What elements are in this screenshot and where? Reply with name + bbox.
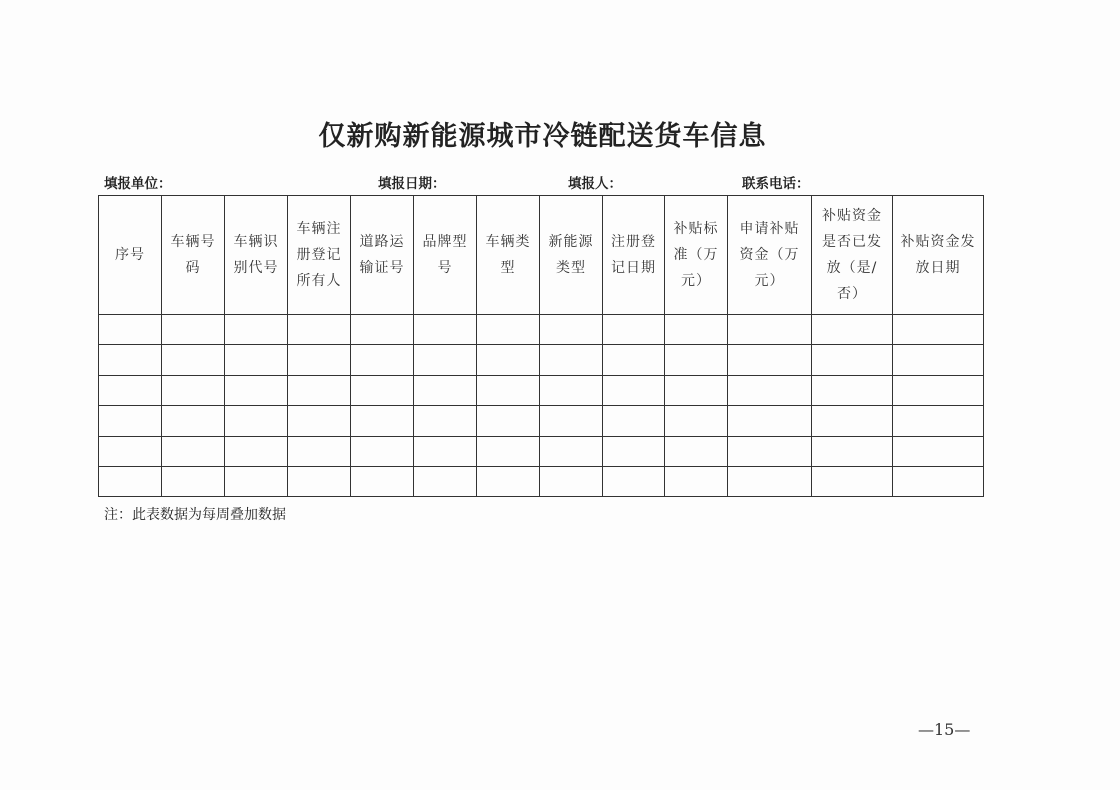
table-cell: [540, 466, 603, 496]
fill-reporter-label: 填报人：: [568, 176, 622, 192]
table-cell: [540, 406, 603, 436]
table-cell: [99, 406, 162, 436]
table-cell: [351, 375, 414, 405]
table-cell: [414, 466, 477, 496]
column-header-label: 车辆识别代号: [233, 234, 279, 276]
table-cell: [351, 315, 414, 345]
table-cell: [99, 375, 162, 405]
column-header-label: 注册登记日期: [611, 234, 656, 276]
table-note: 注：此表数据为每周叠加数据: [104, 507, 286, 523]
column-header: [225, 196, 288, 315]
table-cell: [728, 436, 812, 466]
table-row: [99, 315, 984, 345]
table-cell: [812, 315, 893, 345]
table-cell: [728, 345, 812, 375]
table-cell: [728, 315, 812, 345]
table-cell: [225, 466, 288, 496]
table-cell: [99, 466, 162, 496]
table-cell: [728, 406, 812, 436]
table-cell: [351, 345, 414, 375]
table-cell: [477, 345, 540, 375]
table-cell: [812, 466, 893, 496]
table-cell: [477, 375, 540, 405]
column-header: [728, 196, 812, 315]
table-cell: [665, 436, 728, 466]
column-header-label: 车辆类型: [485, 234, 531, 276]
column-header: [477, 196, 540, 315]
fill-fields-row: [104, 172, 1004, 192]
table-cell: [477, 315, 540, 345]
table-cell: [162, 406, 225, 436]
table-cell: [540, 436, 603, 466]
column-header-label: 序号: [115, 247, 145, 263]
table-row: [99, 436, 984, 466]
column-header-label: 品牌型号: [422, 234, 468, 276]
table-cell: [603, 315, 665, 345]
column-header: [351, 196, 414, 315]
table-header-row: [99, 196, 984, 315]
table-cell: [288, 375, 351, 405]
table-cell: [477, 436, 540, 466]
column-header-label: 补贴标准（万元）: [673, 221, 719, 289]
column-header-label: 新能源类型: [548, 234, 594, 276]
table-cell: [477, 466, 540, 496]
table-cell: [162, 315, 225, 345]
table-cell: [162, 466, 225, 496]
column-header: [540, 196, 603, 315]
table-cell: [603, 345, 665, 375]
column-header-label: 补贴资金发放日期: [900, 234, 976, 276]
page-number: —15—: [918, 720, 971, 739]
column-header: [162, 196, 225, 315]
table-cell: [540, 375, 603, 405]
table-body: [99, 315, 984, 497]
table-row: [99, 375, 984, 405]
table-cell: [162, 345, 225, 375]
table-cell: [893, 375, 984, 405]
table-cell: [893, 315, 984, 345]
column-header: [414, 196, 477, 315]
fill-phone-label: 联系电话：: [742, 176, 810, 192]
table-cell: [728, 375, 812, 405]
table-cell: [414, 436, 477, 466]
column-header: [665, 196, 728, 315]
table-cell: [351, 436, 414, 466]
table-cell: [288, 466, 351, 496]
table-cell: [665, 375, 728, 405]
column-header-label: 车辆注册登记所有人: [296, 221, 342, 289]
table-cell: [288, 345, 351, 375]
table-cell: [414, 315, 477, 345]
page-title: 仅新购新能源城市冷链配送货车信息: [318, 121, 767, 152]
table-cell: [665, 315, 728, 345]
table-cell: [225, 315, 288, 345]
column-header-label: 车辆号码: [170, 234, 216, 276]
table-cell: [288, 406, 351, 436]
table-cell: [351, 466, 414, 496]
table-cell: [414, 375, 477, 405]
column-header-label: 道路运输证号: [359, 234, 405, 276]
table-cell: [603, 406, 665, 436]
column-header-label: 补贴资金是否已发放（是/否）: [822, 208, 882, 302]
table-cell: [665, 466, 728, 496]
column-header: [288, 196, 351, 315]
table-cell: [99, 436, 162, 466]
table-row: [99, 406, 984, 436]
table-cell: [162, 375, 225, 405]
table-cell: [414, 406, 477, 436]
column-header: [893, 196, 984, 315]
table-cell: [288, 436, 351, 466]
table-cell: [728, 466, 812, 496]
table-cell: [665, 345, 728, 375]
column-header: [99, 196, 162, 315]
table-cell: [893, 466, 984, 496]
table-cell: [225, 406, 288, 436]
table-cell: [351, 406, 414, 436]
table-cell: [540, 315, 603, 345]
table-row: [99, 345, 984, 375]
table-cell: [99, 315, 162, 345]
table-cell: [812, 345, 893, 375]
table-cell: [225, 436, 288, 466]
column-header: [603, 196, 665, 315]
table-cell: [603, 375, 665, 405]
column-header-label: 申请补贴资金（万元）: [739, 221, 800, 289]
table-cell: [812, 436, 893, 466]
table-cell: [893, 406, 984, 436]
table-cell: [603, 466, 665, 496]
table-cell: [603, 436, 665, 466]
table-cell: [812, 406, 893, 436]
table-cell: [225, 375, 288, 405]
table-cell: [665, 406, 728, 436]
table-row: [99, 466, 984, 496]
fill-unit-label: 填报单位：: [104, 176, 172, 192]
table-cell: [477, 406, 540, 436]
fill-date-label: 填报日期：: [378, 176, 446, 192]
table-cell: [162, 436, 225, 466]
table-cell: [893, 345, 984, 375]
table-cell: [893, 436, 984, 466]
table-cell: [540, 345, 603, 375]
table-cell: [812, 375, 893, 405]
vehicle-info-table: [98, 195, 984, 497]
table-cell: [288, 315, 351, 345]
table-cell: [99, 345, 162, 375]
table-cell: [414, 345, 477, 375]
column-header: [812, 196, 893, 315]
table-cell: [225, 345, 288, 375]
